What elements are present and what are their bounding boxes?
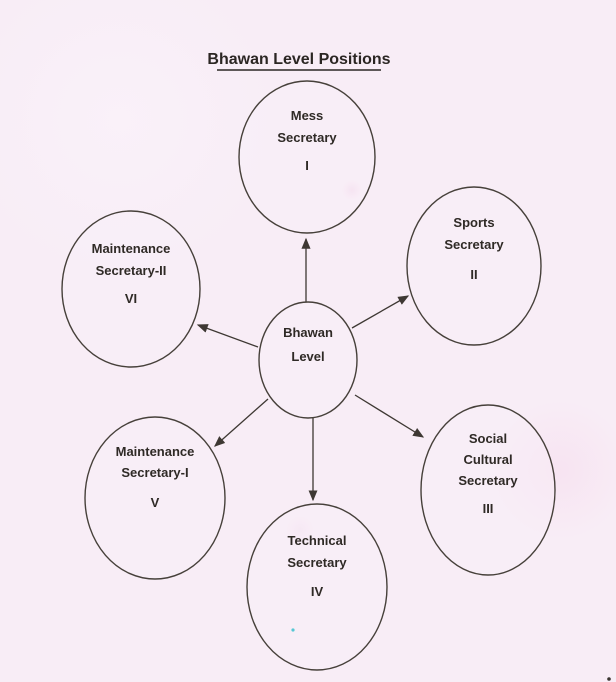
- mess-secretary-label-line2: Secretary: [277, 130, 337, 145]
- social-cultural-secretary-label-line1: Social: [468, 431, 508, 446]
- mess-secretary-label-line1: Mess: [290, 108, 324, 123]
- sports-secretary-numeral: II: [470, 267, 478, 282]
- scan-speck-cyan: [291, 628, 294, 631]
- node-maintenance-secretary-2-ellipse: [62, 211, 200, 367]
- social-cultural-secretary-numeral: III: [482, 501, 494, 516]
- maintenance-secretary-2-numeral: VI: [124, 291, 138, 306]
- maintenance-secretary-1-label-line2: Secretary-I: [121, 465, 189, 480]
- maintenance-secretary-2-label-line2: Secretary-II: [95, 263, 167, 278]
- page-title: Bhawan Level Positions: [207, 51, 391, 68]
- mess-secretary-numeral: I: [305, 158, 309, 173]
- sports-secretary-label-line2: Secretary: [444, 237, 504, 252]
- node-mess-secretary-ellipse: [239, 81, 375, 233]
- node-sports-secretary-ellipse: [407, 187, 541, 345]
- arrow-to-maintenance-secretary-2: [198, 325, 258, 347]
- social-cultural-secretary-label-line3: Secretary: [458, 473, 518, 488]
- arrow-to-sports-secretary: [352, 296, 408, 328]
- social-cultural-secretary-label-line2: Cultural: [463, 452, 513, 467]
- maintenance-secretary-1-label-line1: Maintenance: [115, 444, 195, 459]
- technical-secretary-label-line2: Secretary: [287, 555, 347, 570]
- scan-speck-dark: [607, 677, 611, 681]
- maintenance-secretary-2-label-line1: Maintenance: [91, 241, 171, 256]
- arrow-to-maintenance-secretary-1: [215, 399, 268, 446]
- center-node-label-line1: Bhawan: [283, 325, 333, 340]
- center-node-label-line2: Level: [291, 349, 325, 364]
- technical-secretary-numeral: IV: [310, 584, 324, 599]
- technical-secretary-label-line1: Technical: [287, 533, 347, 548]
- arrow-to-social-cultural-secretary: [355, 395, 423, 437]
- sports-secretary-label-line1: Sports: [453, 215, 495, 230]
- maintenance-secretary-1-numeral: V: [150, 495, 160, 510]
